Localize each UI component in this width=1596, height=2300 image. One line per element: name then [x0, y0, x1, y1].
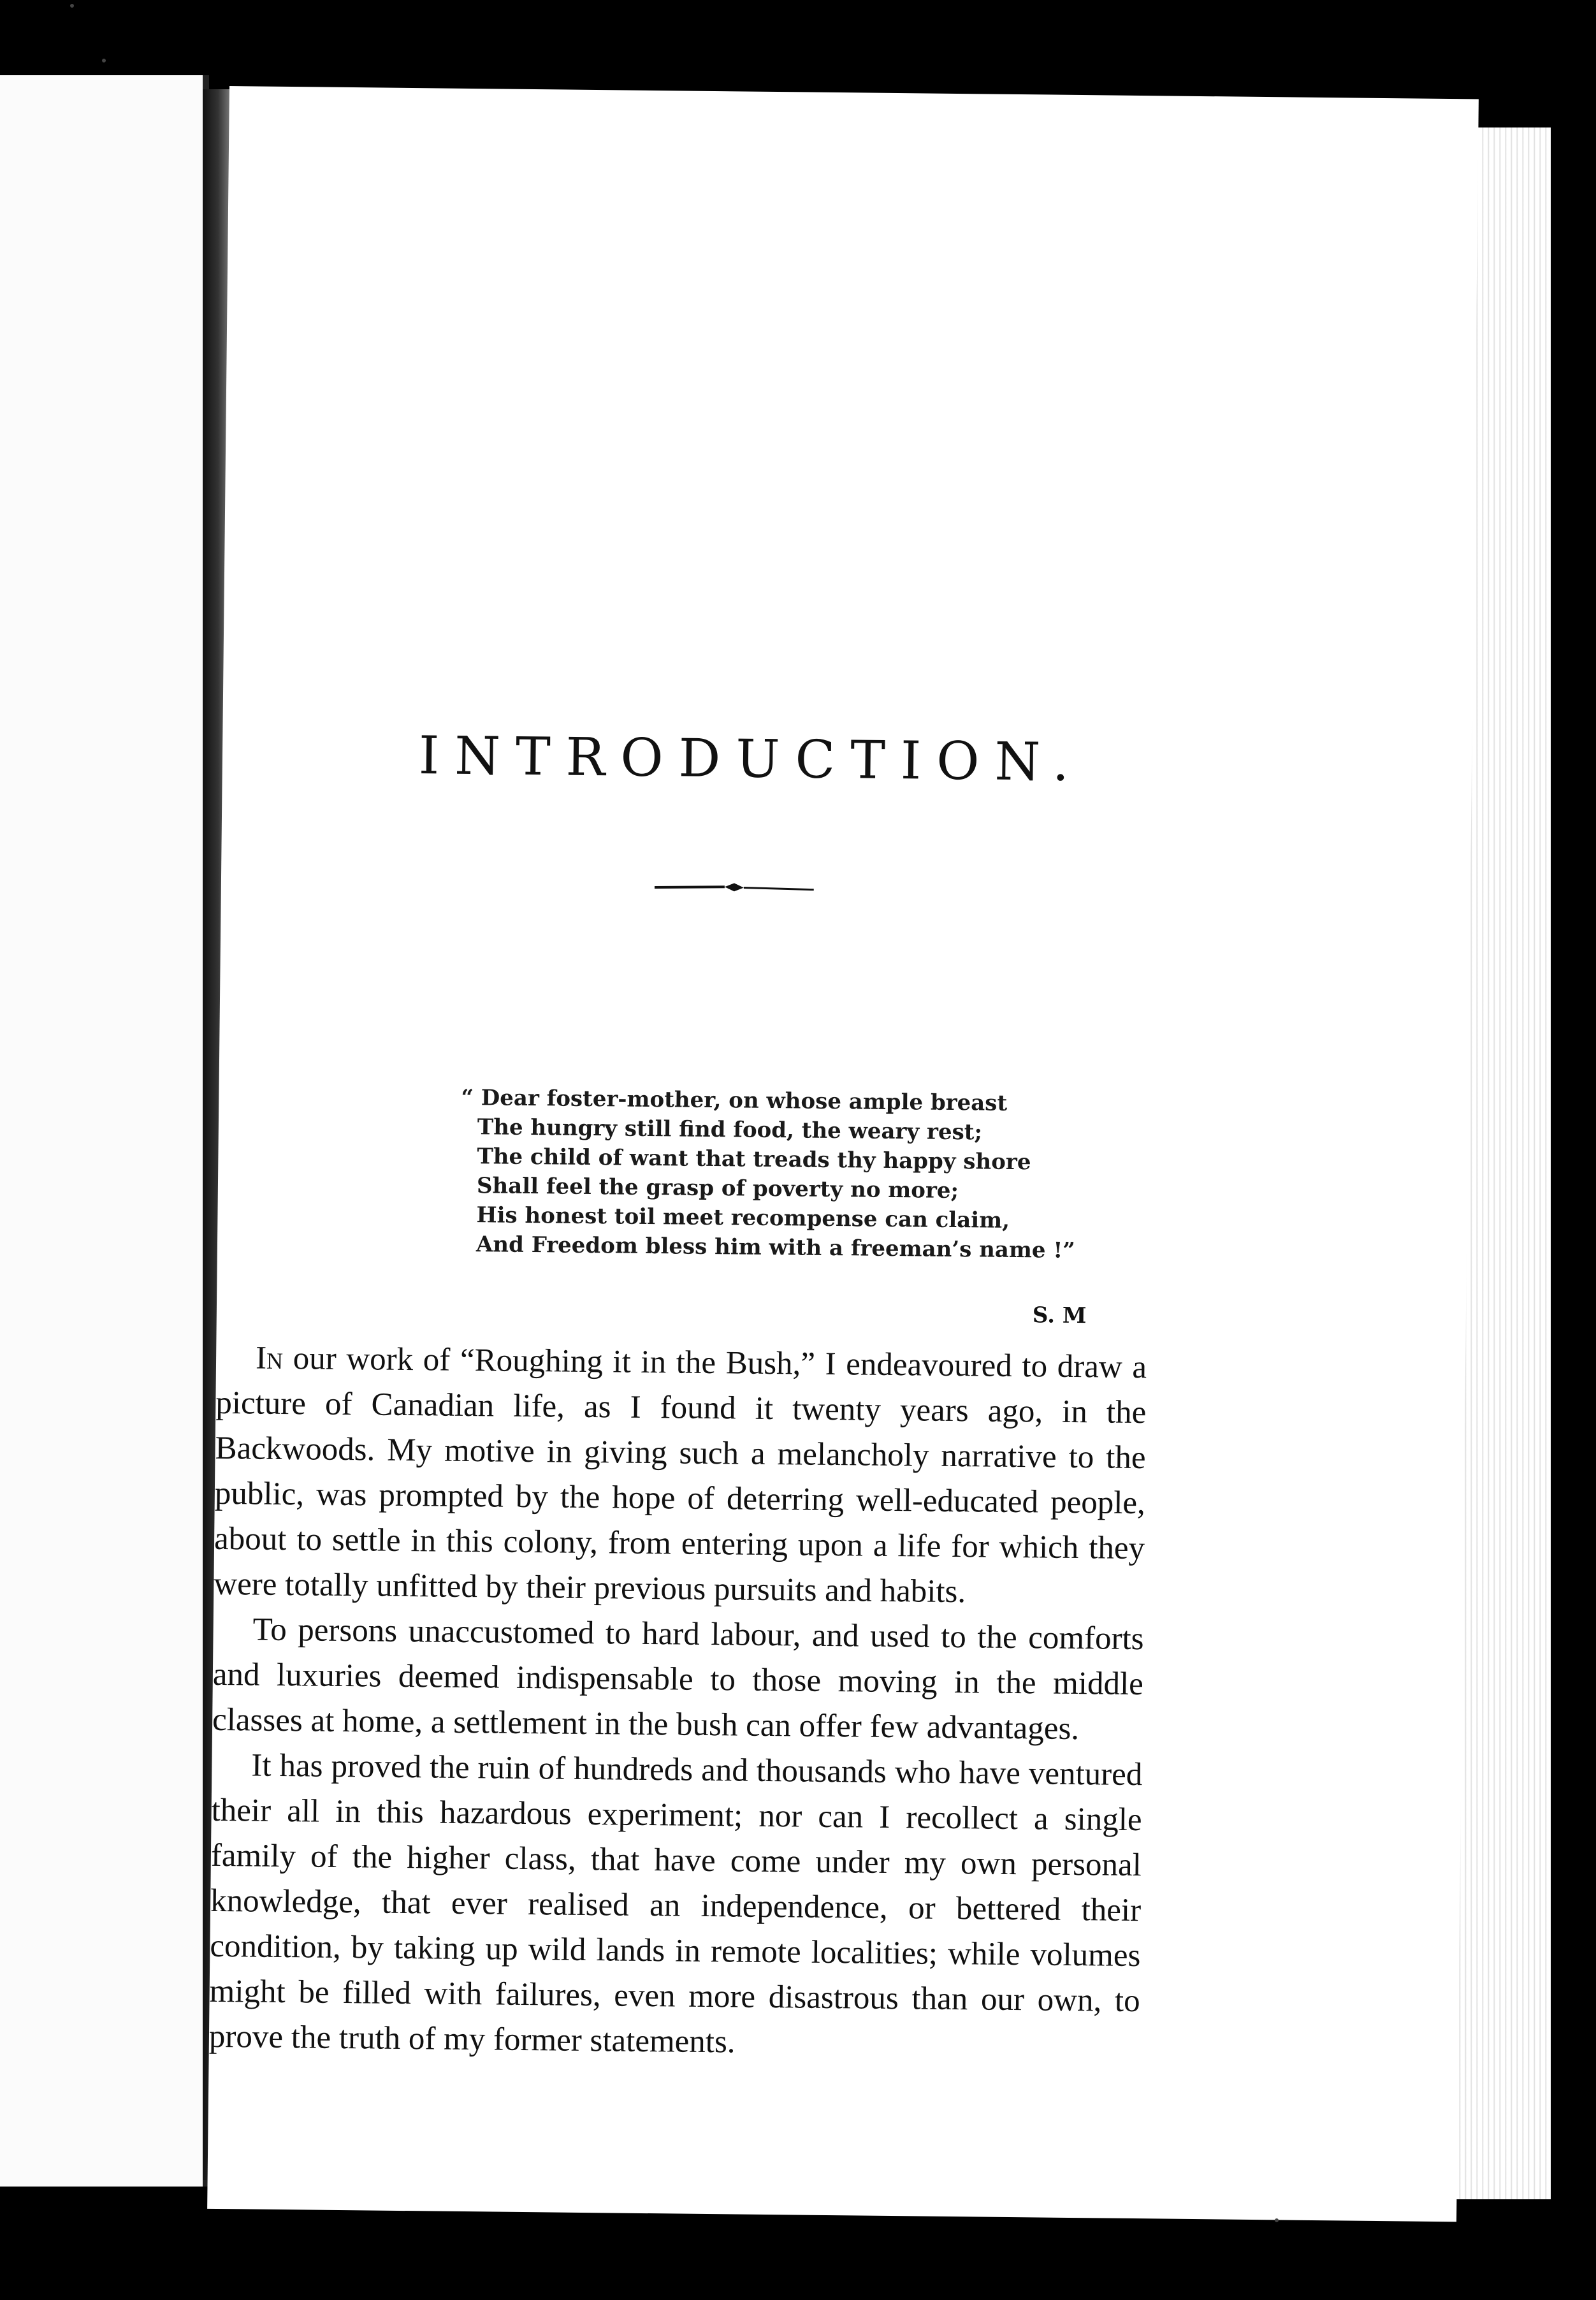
paragraph: To persons unaccustomed to hard labour, and used to the comforts and luxuries deemed indispensable to those moving in the middle classes at home, a settlement in the bush can offer few advantages.: [212, 1612, 1144, 1747]
epigraph-line: The hungry still find food, the weary rest;: [477, 1114, 983, 1146]
epigraph-line: Shall feel the grasp of poverty no more;: [476, 1173, 959, 1204]
epigraph: [460, 1083, 1076, 1265]
paragraph: It has proved the ruin of hundreds and thousands who have ventured their all in this hazardous experiment; nor can I recollect a single family of the higher class, that have come under my own personal knowledge, that ever realised an independence, or bettered their condition, by taking up wild lands in remote localities; while volumes might be filled with failures, even more disastrous than our own, to prove the truth of my former statements.: [208, 1747, 1143, 2060]
scan-speck: [70, 4, 74, 8]
epigraph-attribution: S. M: [1032, 1302, 1087, 1329]
epigraph-line: “ Dear foster-mother, on whose ample breast: [461, 1084, 1008, 1116]
paragraph-lead: In: [255, 1340, 284, 1376]
title-rule-ornament: [655, 881, 814, 896]
scan-speck: [102, 59, 106, 62]
epigraph-line: And Freedom bless him with a freeman’s name !”: [475, 1232, 1076, 1263]
paragraph-text: our work of “Roughing it in the Bush,” I endeavoured to draw a picture of Canadian life, as I found it twenty years ago, in the Backwoods. My motive in giving such a melancholy narrative to the public, was prompted by the hope of deterring well-educated people, about to settle in this colony, from entering upon a life for which they were totally unfitted by their previous pursuits and habits.: [214, 1340, 1147, 1610]
paragraph: [214, 1336, 1147, 1617]
facing-page: [0, 75, 209, 2187]
book-page: [207, 86, 1479, 2222]
body-text: [209, 1336, 1147, 2069]
epigraph-line: The child of want that treads thy happy shore: [477, 1144, 1031, 1175]
page-title: INTRODUCTION.: [418, 725, 1085, 794]
scan-speck: [1275, 2218, 1279, 2222]
epigraph-line: His honest toil meet recompense can claim,: [476, 1202, 1010, 1234]
